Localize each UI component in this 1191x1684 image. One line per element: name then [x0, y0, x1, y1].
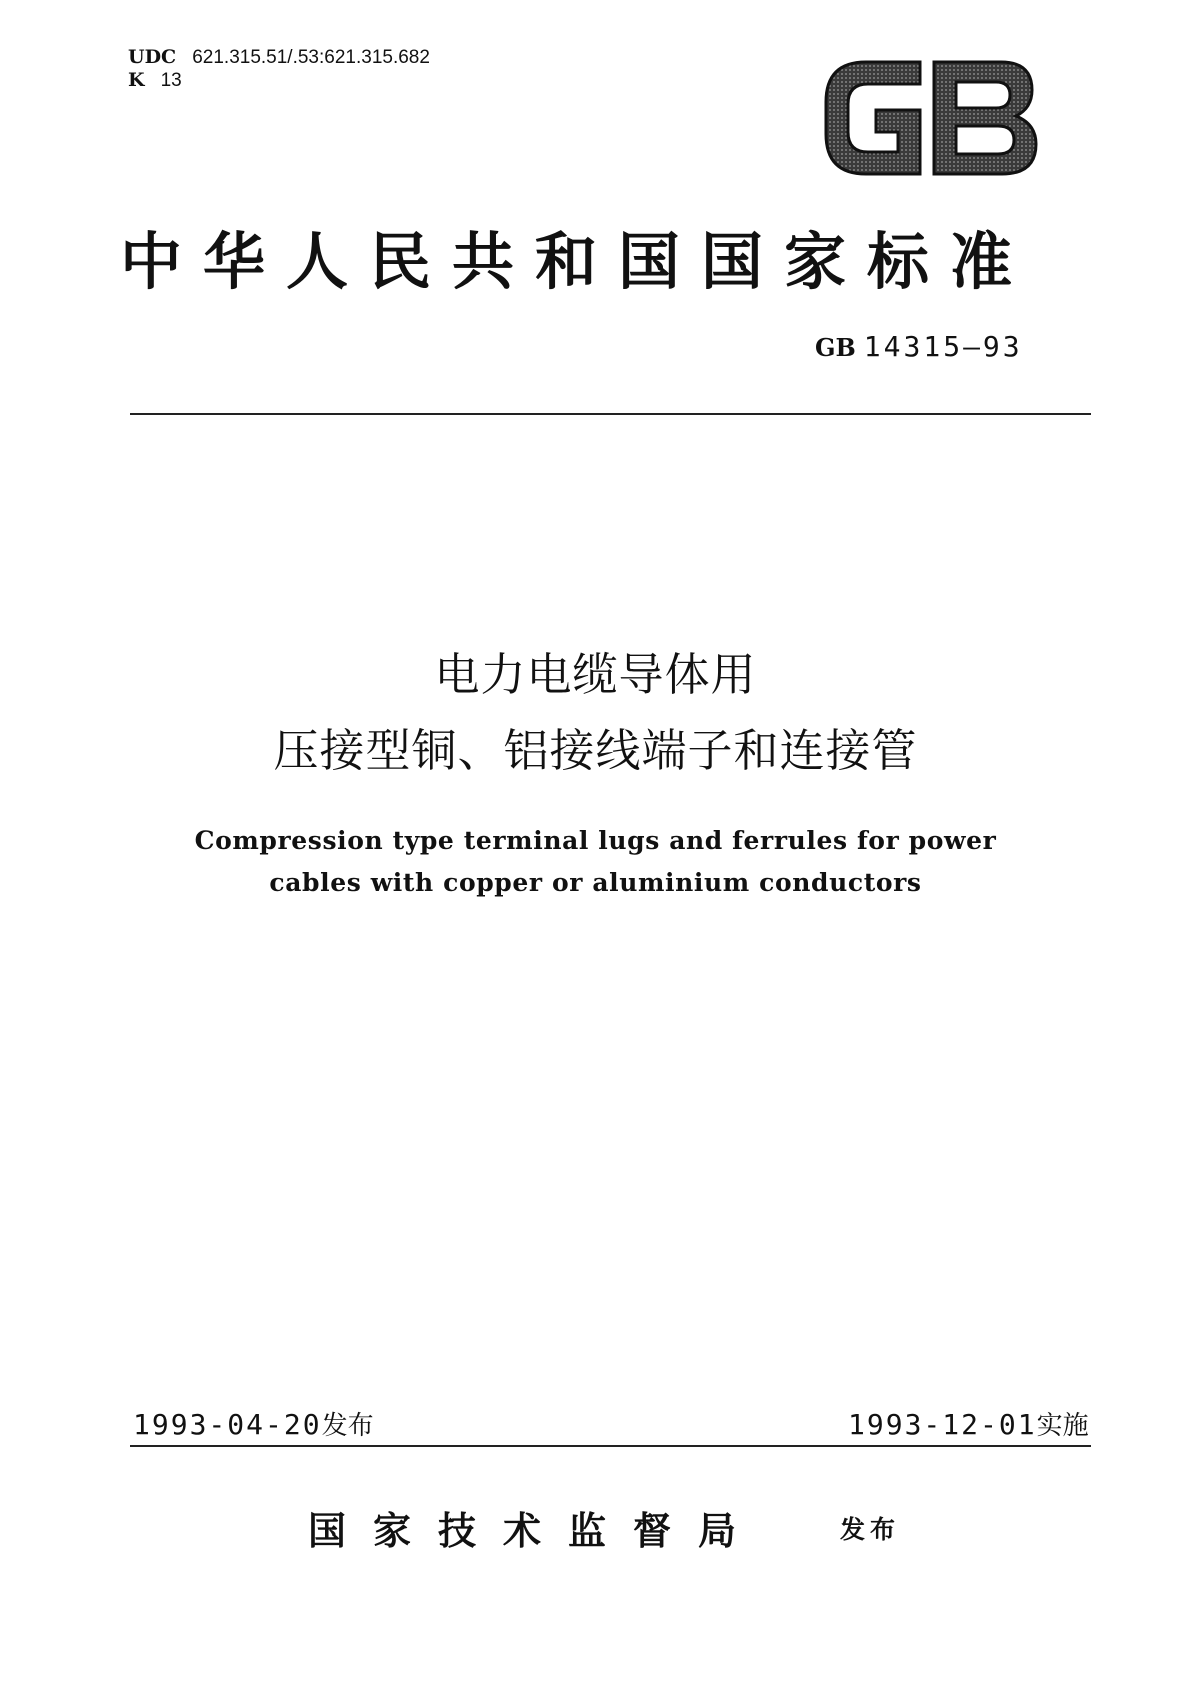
english-title-line-2: cables with copper or aluminium conductors — [269, 868, 922, 897]
chinese-title-line-1: 电力电缆导体用 — [434, 648, 757, 701]
bottom-divider — [130, 1445, 1091, 1447]
issue-date-label: 发布 — [321, 1411, 374, 1441]
chinese-title-line-2: 压接型铜、铝接线端子和连接管 — [273, 724, 918, 777]
k-row — [128, 69, 430, 92]
top-divider — [130, 413, 1091, 415]
k-label: K — [128, 69, 145, 91]
issue-date-value: 1993-04-20 — [133, 1408, 322, 1441]
english-title-line-1: Compression type terminal lugs and ferrules for power — [194, 826, 997, 855]
gb-logo — [816, 52, 1046, 182]
standard-number-value: 14315—93 — [863, 330, 1023, 363]
k-value: 13 — [160, 70, 182, 91]
effective-date — [848, 1405, 1089, 1442]
standard-number-prefix: GB — [815, 333, 856, 362]
standard-category-title: 中华人民共和国国家标准 — [120, 225, 1034, 298]
effective-date-value: 1993-12-01 — [848, 1408, 1037, 1441]
gb-logo-letter-b — [934, 62, 1036, 174]
effective-date-label: 实施 — [1036, 1411, 1089, 1441]
publisher-name: 国家技术监督局 — [308, 1508, 764, 1553]
classification-block — [128, 46, 430, 92]
publisher-suffix: 发布 — [840, 1515, 901, 1544]
udc-label: UDC — [128, 46, 177, 68]
udc-row — [128, 46, 430, 69]
standard-number — [815, 330, 1023, 363]
gb-logo-letter-g — [826, 62, 920, 174]
udc-value: 621.315.51/.53:621.315.682 — [192, 47, 430, 68]
issue-date — [133, 1405, 374, 1442]
